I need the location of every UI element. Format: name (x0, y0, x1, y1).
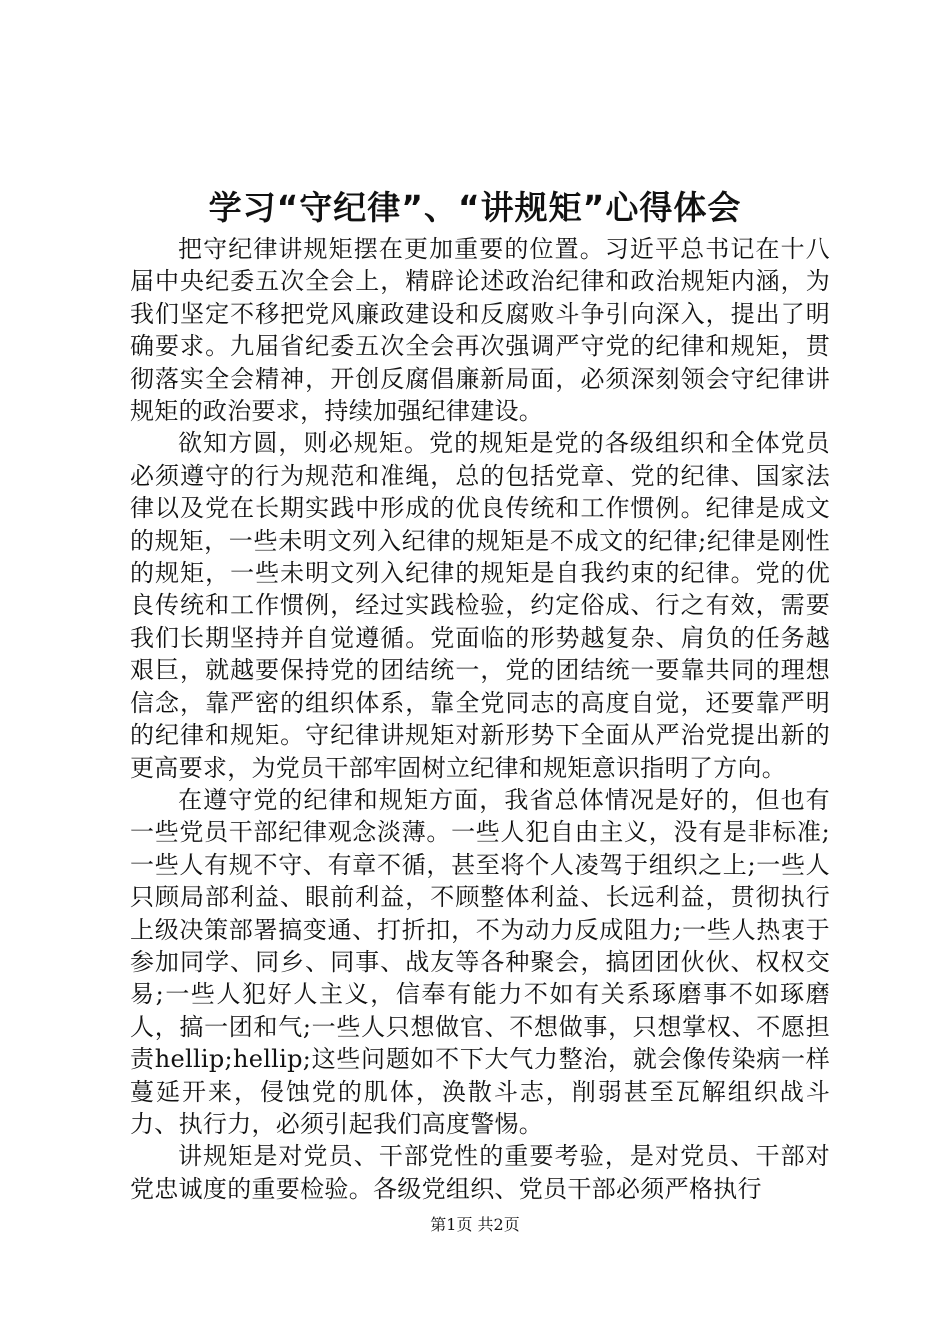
document-body (130, 233, 830, 1205)
page-footer: 第1页 共2页 (430, 1215, 520, 1234)
paragraph-2: 欲知方圆，则必规矩。党的规矩是党的各级组织和全体党员必须遵守的行为规范和准绳，总的包括党章、党的纪律、国家法律以及党在长期实践中形成的优良传统和工作惯例。纪律是成文的规矩，一些未明文列入纪律的规矩是不成文的纪律;纪律是刚性的规矩，一些未明文列入纪律的规矩是自我约束的纪律。党的优良传统和工作惯例，经过实践检验，约定俗成、行之有效，需要我们长期坚持并自觉遵循。党面临的形势越复杂、肩负的任务越艰巨，就越要保持党的团结统一，党的团结统一要靠共同的理想信念，靠严密的组织体系，靠全党同志的高度自觉，还要靠严明的纪律和规矩。守纪律讲规矩对新形势下全面从严治党提出新的更高要求，为党员干部牢固树立纪律和规矩意识指明了方向。 (130, 429, 830, 782)
paragraph-3: 在遵守党的纪律和规矩方面，我省总体情况是好的，但也有一些党员干部纪律观念淡薄。一些人犯自由主义，没有是非标准;一些人有规不守、有章不循，甚至将个人凌驾于组织之上;一些人只顾局部利益、眼前利益，不顾整体利益、长远利益，贯彻执行上级决策部署搞变通、打折扣，不为动力反成阻力;一些人热衷于参加同学、同乡、同事、战友等各种聚会，搞团团伙伙、权权交易;一些人犯好人主义，信奉有能力不如有关系琢磨事不如琢磨人，搞一团和气;一些人只想做官、不想做事，只想掌权、不愿担责hellip;hellip;这些问题如不下大气力整治，就会像传染病一样蔓延开来，侵蚀党的肌体，涣散斗志，削弱甚至瓦解组织战斗力、执行力，必须引起我们高度警惕。 (130, 785, 830, 1138)
paragraph-1: 把守纪律讲规矩摆在更加重要的位置。习近平总书记在十八届中央纪委五次全会上，精辟论述政治纪律和政治规矩内涵，为我们坚定不移把党风廉政建设和反腐败斗争引向深入，提出了明确要求。九届省纪委五次全会再次强调严守党的纪律和规矩，贯彻落实全会精神，开创反腐倡廉新局面，必须深刻领会守纪律讲规矩的政治要求，持续加强纪律建设。 (130, 235, 830, 426)
paragraph-4: 讲规矩是对党员、干部党性的重要考验，是对党员、干部对党忠诚度的重要检验。各级党组织、党员干部必须严格执行 (130, 1142, 830, 1203)
page-title: 学习“守纪律”、“讲规矩”心得体会 (208, 188, 742, 227)
